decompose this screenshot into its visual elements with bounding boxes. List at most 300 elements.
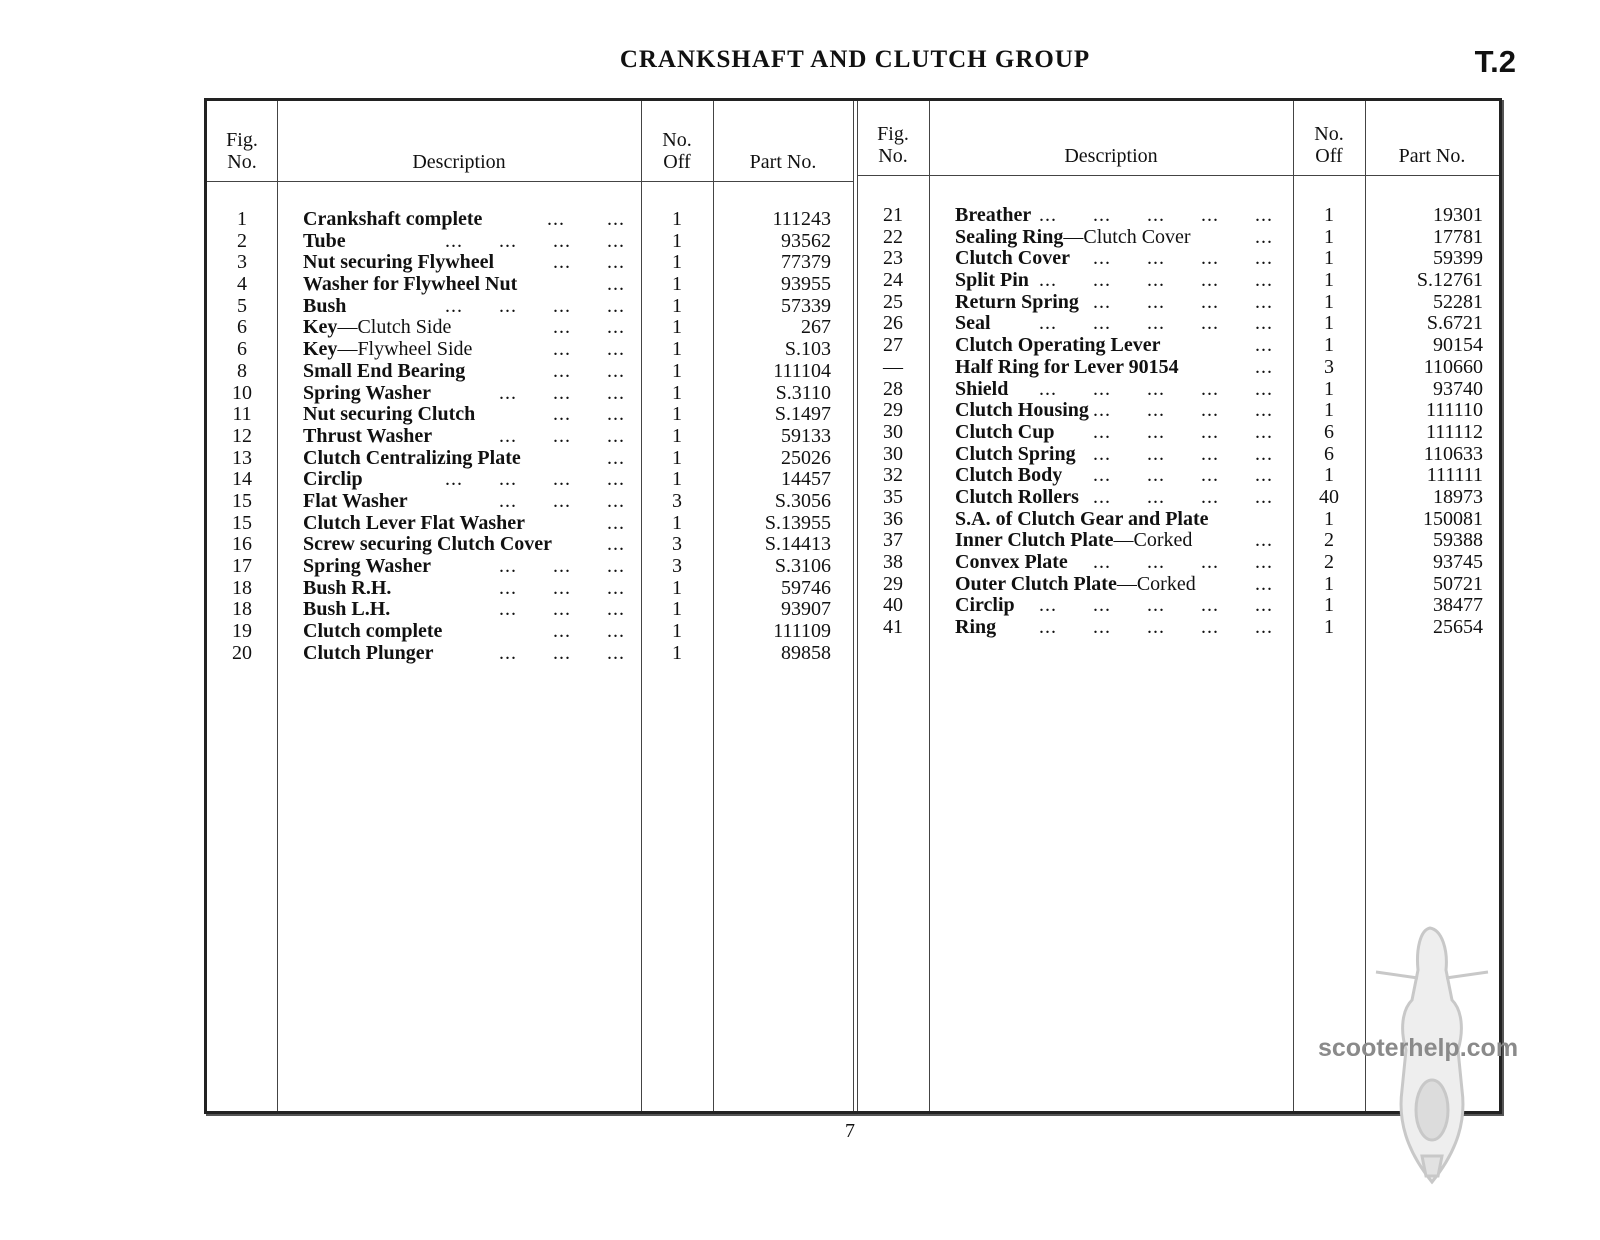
header-part-no-right: Part No. xyxy=(1398,145,1466,167)
part-description xyxy=(303,317,451,339)
leader-dots: ... xyxy=(607,511,625,534)
leader-dots: ... ... ... ... ... xyxy=(1039,594,1273,617)
part-number: 50721 xyxy=(1433,572,1483,595)
leader-dots: ... ... ... ... ... xyxy=(1039,269,1273,292)
part-number: 93745 xyxy=(1433,551,1483,573)
part-number: 111112 xyxy=(1425,420,1483,443)
quantity: 1 xyxy=(672,424,682,447)
part-number: 93955 xyxy=(781,273,831,296)
quantity: 1 xyxy=(1324,616,1334,639)
part-description xyxy=(303,513,525,535)
part-name: Spring Washer xyxy=(303,555,431,577)
table-row xyxy=(857,444,1499,466)
part-name: Crankshaft complete xyxy=(303,208,483,230)
fig-number: 37 xyxy=(883,529,903,552)
quantity: 1 xyxy=(672,620,682,643)
table-row xyxy=(207,231,853,253)
fig-number: 29 xyxy=(883,399,903,422)
part-description xyxy=(955,509,1209,531)
part-description xyxy=(955,270,1029,292)
quantity: 1 xyxy=(672,641,682,664)
part-name: Split Pin xyxy=(955,269,1029,292)
part-number: S.12761 xyxy=(1416,269,1483,292)
part-qualifier: —Flywheel Side xyxy=(337,338,473,361)
quantity: 3 xyxy=(672,555,682,577)
part-number: S.1497 xyxy=(774,403,831,426)
part-description xyxy=(955,574,1196,596)
fig-number: 12 xyxy=(232,424,252,447)
leader-dots: ... ... ... ... ... xyxy=(1039,312,1273,335)
part-name: Washer for Flywheel Nut xyxy=(303,273,518,296)
table-row xyxy=(207,339,853,361)
fig-number: 1 xyxy=(237,208,247,230)
fig-number: 10 xyxy=(232,381,252,404)
table-row xyxy=(857,357,1499,379)
fig-number: 14 xyxy=(232,468,252,491)
part-number: 150081 xyxy=(1423,507,1483,530)
table-row xyxy=(207,556,853,578)
right-parts-list xyxy=(857,205,1499,639)
table-row xyxy=(207,296,853,318)
part-name: Circlip xyxy=(303,468,363,491)
quantity: 40 xyxy=(1319,485,1339,508)
table-row xyxy=(207,534,853,556)
part-name: Clutch Cup xyxy=(955,420,1055,443)
part-description xyxy=(955,530,1192,552)
part-description xyxy=(955,422,1054,444)
part-description xyxy=(303,296,346,318)
leader-dots: ... xyxy=(1255,529,1273,552)
fig-number: 38 xyxy=(883,551,903,573)
fig-number: — xyxy=(883,355,903,378)
quantity: 1 xyxy=(1324,269,1334,292)
part-name: Clutch Plunger xyxy=(303,641,434,664)
part-description xyxy=(955,227,1191,249)
part-description xyxy=(303,448,521,470)
part-name: Outer Clutch Plate xyxy=(955,572,1117,595)
part-description xyxy=(303,556,431,578)
table-row xyxy=(857,465,1499,487)
page-title: CRANKSHAFT AND CLUTCH GROUP xyxy=(619,46,1091,73)
table-row xyxy=(207,274,853,296)
leader-dots: ... ... ... xyxy=(499,555,625,577)
fig-number: 24 xyxy=(883,269,903,292)
part-number: S.14413 xyxy=(764,533,831,556)
leader-dots: ... xyxy=(607,533,625,556)
table-row xyxy=(857,270,1499,292)
part-number: 25654 xyxy=(1433,616,1483,639)
part-description xyxy=(955,400,1089,422)
leader-dots: ... ... ... ... ... xyxy=(1039,377,1273,400)
table-row xyxy=(857,422,1499,444)
header-no-off-right: No. Off xyxy=(1314,123,1344,167)
table-row xyxy=(207,491,853,513)
quantity: 1 xyxy=(1324,377,1334,400)
part-name: Ring xyxy=(955,616,997,639)
part-name: Spring Washer xyxy=(303,381,431,404)
fig-number: 15 xyxy=(232,489,252,512)
fig-number: 6 xyxy=(237,338,247,361)
part-description xyxy=(303,469,363,491)
leader-dots: ... ... ... ... xyxy=(1093,399,1273,422)
fig-number: 3 xyxy=(237,251,247,274)
part-name: Shield xyxy=(955,377,1009,400)
quantity: 1 xyxy=(672,338,682,361)
quantity: 1 xyxy=(1324,464,1334,487)
header-fig-no-right: Fig. No. xyxy=(877,123,909,167)
part-name: Nut securing Flywheel xyxy=(303,251,495,274)
part-number: 89858 xyxy=(781,641,831,664)
parts-table xyxy=(204,98,1502,1114)
quantity: 1 xyxy=(672,208,682,230)
part-name: Bush L.H. xyxy=(303,598,391,621)
part-name: S.A. of Clutch Gear and Plate xyxy=(955,507,1209,530)
fig-number: 11 xyxy=(232,403,252,426)
part-description xyxy=(303,621,442,643)
section-code: T.2 xyxy=(1474,44,1516,79)
part-number: 93740 xyxy=(1433,377,1483,400)
table-row xyxy=(857,509,1499,531)
part-number: 110633 xyxy=(1423,442,1483,465)
table-row xyxy=(207,513,853,535)
leader-dots: ... ... xyxy=(553,316,625,339)
quantity: 1 xyxy=(1324,225,1334,248)
part-number: 59388 xyxy=(1433,529,1483,552)
leader-dots: ... ... xyxy=(553,403,625,426)
part-description xyxy=(955,205,1031,227)
part-number: 93562 xyxy=(781,229,831,252)
part-description xyxy=(955,357,1179,379)
part-name: Small End Bearing xyxy=(303,359,466,382)
part-qualifier: —Clutch Cover xyxy=(1063,225,1191,248)
quantity: 3 xyxy=(1324,355,1334,378)
leader-dots: ... ... xyxy=(553,359,625,382)
part-name: Return Spring xyxy=(955,290,1079,313)
part-description xyxy=(955,487,1079,509)
table-row xyxy=(857,487,1499,509)
leader-dots: ... ... ... xyxy=(499,381,625,404)
quantity: 1 xyxy=(1324,594,1334,617)
part-name: Clutch complete xyxy=(303,620,443,643)
fig-number: 30 xyxy=(883,442,903,465)
part-number: 14457 xyxy=(781,468,831,491)
fig-number: 26 xyxy=(883,312,903,335)
table-row xyxy=(857,552,1499,574)
quantity: 1 xyxy=(1324,399,1334,422)
fig-number: 40 xyxy=(883,594,903,617)
table-row xyxy=(857,292,1499,314)
quantity: 1 xyxy=(672,273,682,296)
header-part-no-left: Part No. xyxy=(749,151,817,173)
part-number: 111110 xyxy=(1425,399,1483,422)
part-number: 19301 xyxy=(1433,204,1483,226)
part-name: Seal xyxy=(955,312,991,335)
leader-dots: ... ... ... ... xyxy=(1093,290,1273,313)
quantity: 1 xyxy=(1324,204,1334,226)
leader-dots: ... ... ... xyxy=(499,576,625,599)
leader-dots: ... ... xyxy=(547,208,625,230)
table-row xyxy=(207,404,853,426)
fig-number: 25 xyxy=(883,290,903,313)
fig-number: 36 xyxy=(883,507,903,530)
fig-number: 30 xyxy=(883,420,903,443)
quantity: 2 xyxy=(1324,551,1334,573)
table-row xyxy=(207,448,853,470)
table-row xyxy=(857,595,1499,617)
quantity: 1 xyxy=(672,511,682,534)
part-name: Nut securing Clutch xyxy=(303,403,476,426)
part-description xyxy=(955,248,1070,270)
part-description xyxy=(955,379,1008,401)
leader-dots: ... xyxy=(1255,225,1273,248)
part-number: 38477 xyxy=(1433,594,1483,617)
table-row xyxy=(857,313,1499,335)
part-description xyxy=(303,339,472,361)
part-name: Sealing Ring xyxy=(955,225,1064,248)
part-name: Inner Clutch Plate xyxy=(955,529,1114,552)
part-name: Screw securing Clutch Cover xyxy=(303,533,553,556)
column-rule xyxy=(853,101,854,1111)
quantity: 1 xyxy=(672,316,682,339)
quantity: 1 xyxy=(1324,507,1334,530)
quantity: 1 xyxy=(1324,334,1334,357)
fig-number: 16 xyxy=(232,533,252,556)
part-description xyxy=(955,335,1161,357)
part-name: Flat Washer xyxy=(303,489,408,512)
fig-number: 5 xyxy=(237,294,247,317)
fig-number: 19 xyxy=(232,620,252,643)
fig-number: 28 xyxy=(883,377,903,400)
part-description xyxy=(303,209,482,231)
leader-dots: ... ... ... ... xyxy=(445,468,625,491)
part-number: S.6721 xyxy=(1426,312,1483,335)
part-number: 59746 xyxy=(781,576,831,599)
part-number: 90154 xyxy=(1433,334,1483,357)
table-row xyxy=(857,400,1499,422)
quantity: 1 xyxy=(1324,290,1334,313)
part-qualifier: —Clutch Side xyxy=(337,316,452,339)
leader-dots: ... ... ... ... xyxy=(1093,247,1273,270)
leader-dots: ... xyxy=(1255,572,1273,595)
fig-number: 6 xyxy=(237,316,247,339)
part-number: 77379 xyxy=(781,251,831,274)
quantity: 1 xyxy=(672,251,682,274)
leader-dots: ... ... xyxy=(553,338,625,361)
leader-dots: ... ... ... ... ... xyxy=(1039,616,1273,639)
quantity: 6 xyxy=(1324,420,1334,443)
part-description xyxy=(303,404,475,426)
part-description xyxy=(303,534,552,556)
leader-dots: ... xyxy=(607,273,625,296)
quantity: 1 xyxy=(672,229,682,252)
header-rule xyxy=(207,181,853,182)
part-name: Clutch Lever Flat Washer xyxy=(303,511,526,534)
leader-dots: ... ... xyxy=(553,620,625,643)
quantity: 1 xyxy=(672,446,682,469)
part-description xyxy=(303,274,517,296)
table-row xyxy=(207,578,853,600)
part-description xyxy=(303,643,434,665)
part-description xyxy=(303,383,431,405)
fig-number: 41 xyxy=(883,616,903,639)
part-number: 59133 xyxy=(781,424,831,447)
part-number: 267 xyxy=(801,316,831,339)
fig-number: 22 xyxy=(883,225,903,248)
leader-dots: ... ... ... xyxy=(499,598,625,621)
leader-dots: ... ... ... ... xyxy=(445,229,625,252)
part-description xyxy=(955,313,991,335)
quantity: 1 xyxy=(1324,572,1334,595)
header-description-left: Description xyxy=(412,151,506,173)
part-number: 25026 xyxy=(781,446,831,469)
quantity: 1 xyxy=(1324,312,1334,335)
part-name: Clutch Housing xyxy=(955,399,1089,422)
table-row xyxy=(857,617,1499,639)
part-name: Breather xyxy=(955,204,1032,226)
part-number: S.3110 xyxy=(775,381,831,404)
part-description xyxy=(303,426,432,448)
leader-dots: ... ... ... ... xyxy=(1093,464,1273,487)
leader-dots: ... ... ... xyxy=(499,641,625,664)
part-number: 110660 xyxy=(1423,355,1483,378)
part-description xyxy=(955,292,1079,314)
leader-dots: ... ... ... ... xyxy=(1093,551,1273,573)
leader-dots: ... xyxy=(1255,334,1273,357)
quantity: 1 xyxy=(672,381,682,404)
quantity: 1 xyxy=(1324,247,1334,270)
part-number: S.3106 xyxy=(774,555,831,577)
fig-number: 35 xyxy=(883,485,903,508)
part-name: Half Ring for Lever 90154 xyxy=(955,355,1179,378)
table-row xyxy=(857,335,1499,357)
fig-number: 2 xyxy=(237,229,247,252)
part-name: Clutch Rollers xyxy=(955,485,1079,508)
header-rule xyxy=(857,175,1499,176)
left-parts-list xyxy=(207,209,853,664)
table-row xyxy=(857,530,1499,552)
quantity: 1 xyxy=(672,576,682,599)
quantity: 2 xyxy=(1324,529,1334,552)
fig-number: 8 xyxy=(237,359,247,382)
quantity: 1 xyxy=(672,403,682,426)
part-description xyxy=(955,465,1062,487)
part-number: S.103 xyxy=(784,338,831,361)
part-number: S.13955 xyxy=(764,511,831,534)
quantity: 1 xyxy=(672,468,682,491)
part-name: Convex Plate xyxy=(955,551,1068,573)
part-number: 93907 xyxy=(781,598,831,621)
table-row xyxy=(857,205,1499,227)
table-row xyxy=(207,599,853,621)
part-name: Key xyxy=(303,316,338,339)
leader-dots: ... xyxy=(1255,355,1273,378)
part-name: Circlip xyxy=(955,594,1015,617)
table-row xyxy=(207,383,853,405)
part-description xyxy=(303,252,494,274)
fig-number: 32 xyxy=(883,464,903,487)
fig-number: 18 xyxy=(232,576,252,599)
fig-number: 23 xyxy=(883,247,903,270)
fig-number: 18 xyxy=(232,598,252,621)
fig-number: 21 xyxy=(883,204,903,226)
table-row xyxy=(207,426,853,448)
part-qualifier: —Corked xyxy=(1116,572,1196,595)
part-number: 111104 xyxy=(773,359,831,382)
part-number: 57339 xyxy=(781,294,831,317)
part-number: 59399 xyxy=(1433,247,1483,270)
part-name: Bush R.H. xyxy=(303,576,392,599)
part-number: 18973 xyxy=(1433,485,1483,508)
quantity: 1 xyxy=(672,359,682,382)
leader-dots: ... ... ... ... xyxy=(1093,420,1273,443)
part-description xyxy=(303,599,390,621)
part-description xyxy=(955,552,1068,574)
fig-number: 13 xyxy=(232,446,252,469)
table-row xyxy=(207,317,853,339)
watermark-text: scooterhelp.com xyxy=(1318,1034,1519,1062)
part-description xyxy=(955,617,996,639)
part-number: 52281 xyxy=(1433,290,1483,313)
part-number: 111243 xyxy=(772,208,831,230)
part-name: Thrust Washer xyxy=(303,424,433,447)
leader-dots: ... ... ... ... xyxy=(1093,485,1273,508)
part-description xyxy=(303,361,465,383)
table-row xyxy=(207,252,853,274)
leader-dots: ... ... xyxy=(553,251,625,274)
header-no-off-left: No. Off xyxy=(662,129,692,173)
part-name: Clutch Body xyxy=(955,464,1063,487)
part-number: 17781 xyxy=(1433,225,1483,248)
table-row xyxy=(207,621,853,643)
fig-number: 17 xyxy=(232,555,252,577)
part-name: Bush xyxy=(303,294,347,317)
quantity: 3 xyxy=(672,533,682,556)
part-name: Key xyxy=(303,338,338,361)
part-number: 111109 xyxy=(773,620,831,643)
quantity: 1 xyxy=(672,598,682,621)
leader-dots: ... ... ... xyxy=(499,424,625,447)
leader-dots: ... ... ... xyxy=(499,489,625,512)
fig-number: 27 xyxy=(883,334,903,357)
table-row xyxy=(207,209,853,231)
page-number: 7 xyxy=(845,1120,855,1142)
part-name: Clutch Centralizing Plate xyxy=(303,446,521,469)
fig-number: 4 xyxy=(237,273,247,296)
leader-dots: ... ... ... ... ... xyxy=(1039,204,1273,226)
table-row xyxy=(857,574,1499,596)
part-name: Clutch Cover xyxy=(955,247,1070,270)
leader-dots: ... ... ... ... xyxy=(445,294,625,317)
fig-number: 15 xyxy=(232,511,252,534)
table-row xyxy=(857,248,1499,270)
quantity: 3 xyxy=(672,489,682,512)
table-row xyxy=(207,643,853,665)
leader-dots: ... xyxy=(607,446,625,469)
part-description xyxy=(955,444,1076,466)
part-qualifier: —Corked xyxy=(1113,529,1193,552)
part-description xyxy=(303,578,391,600)
part-name: Clutch Spring xyxy=(955,442,1076,465)
table-row xyxy=(857,379,1499,401)
part-name: Clutch Operating Lever xyxy=(955,334,1161,357)
table-row xyxy=(857,227,1499,249)
fig-number: 20 xyxy=(232,641,252,664)
leader-dots: ... ... ... ... xyxy=(1093,442,1273,465)
header-fig-no-left: Fig. No. xyxy=(226,129,258,173)
part-number: S.3056 xyxy=(774,489,831,512)
table-row xyxy=(207,469,853,491)
part-description xyxy=(303,231,346,253)
